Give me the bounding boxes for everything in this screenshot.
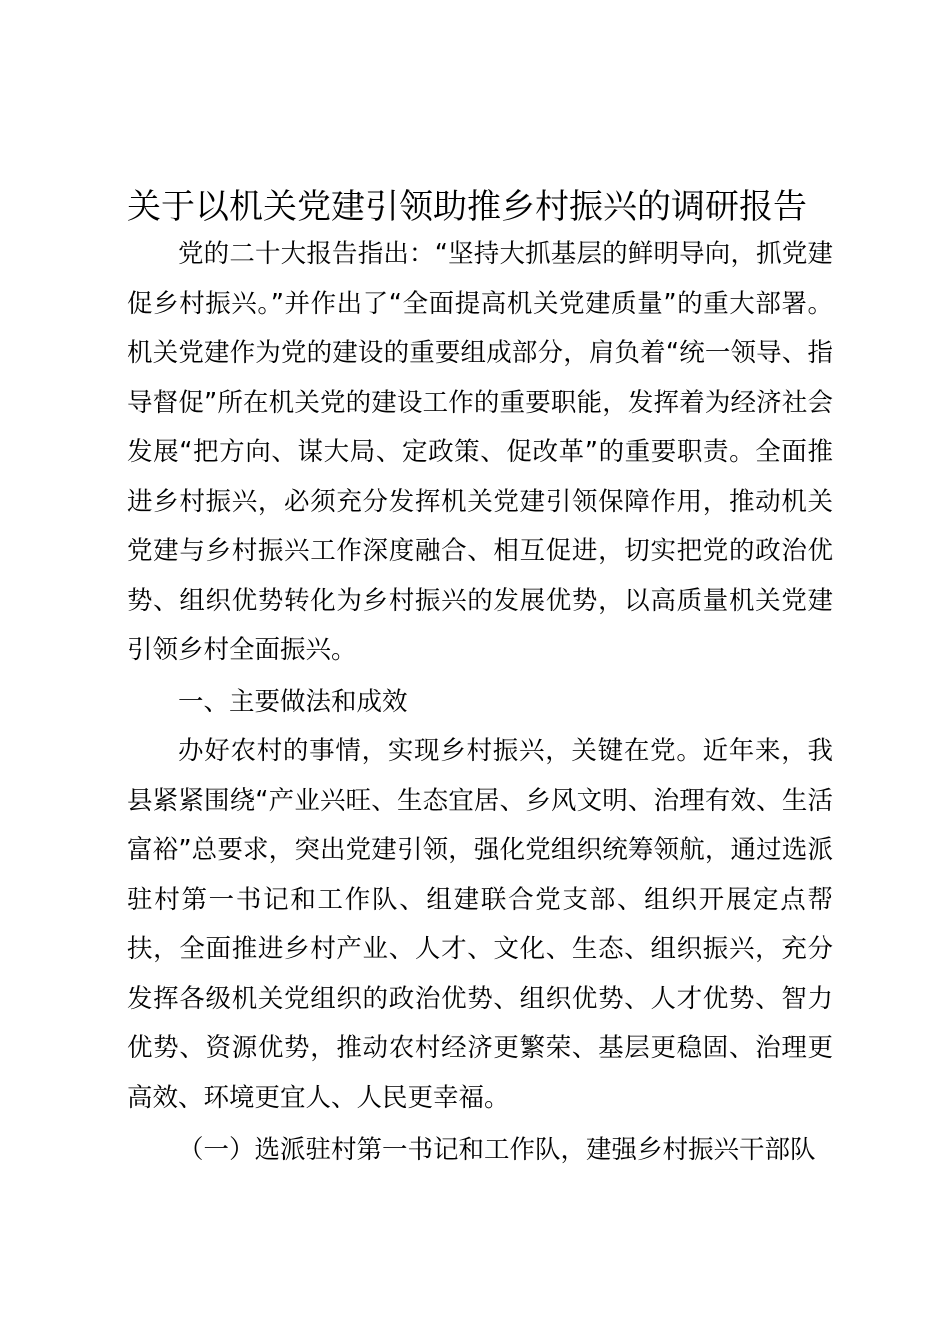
document-title: 关于以机关党建引领助推乡村振兴的调研报告	[127, 187, 807, 227]
intro-paragraph: 党的二十大报告指出：“坚持大抓基层的鲜明导向，抓党建促乡村振兴。”并作出了“全面提高机关党建质量”的重大部署。机关党建作为党的建设的重要组成部分，肩负着“统一领导、指导督促”所在机关党的建设工作的重要职能，发挥着为经济社会发展“把方向、谋大局、定政策、促改革”的重要职责。全面推进乡村振兴，必须充分发挥机关党建引领保障作用，推动机关党建与乡村振兴工作深度融合、相互促进，切实把党的政治优势、组织优势转化为乡村振兴的发展优势，以高质量机关党建引领乡村全面振兴。	[127, 239, 833, 665]
subsection-heading-1: （一）选派驻村第一书记和工作队，建强乡村振兴干部队	[178, 1135, 816, 1165]
section-1-paragraph: 办好农村的事情，实现乡村振兴，关键在党。近年来，我县紧紧围绕“产业兴旺、生态宜居、乡风文明、治理有效、生活富裕”总要求，突出党建引领，强化党组织统筹领航，通过选派驻村第一书记和工作队、组建联合党支部、组织开展定点帮扶，全面推进乡村产业、人才、文化、生态、组织振兴，充分发挥各级机关党组织的政治优势、组织优势、人才优势、智力优势、资源优势，推动农村经济更繁荣、基层更稳固、治理更高效、环境更宜人、人民更幸福。	[127, 736, 833, 1113]
section-heading-1: 一、主要做法和成效	[178, 687, 408, 717]
